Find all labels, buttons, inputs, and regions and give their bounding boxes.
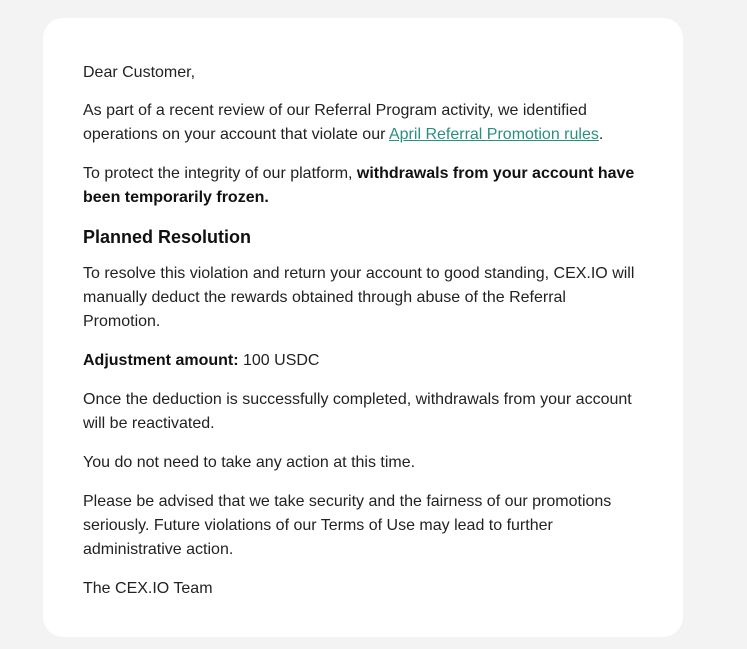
review-period: . [598, 126, 604, 143]
no-action-paragraph: You do not need to take any action at this time. [83, 454, 416, 471]
review-text: As part of a recent review of our Referral Program activity, we identified operations on your account that violate our [83, 102, 587, 143]
adjustment-paragraph [83, 349, 643, 373]
freeze-text: To protect the integrity of our platform, [83, 165, 357, 182]
adjustment-label: Adjustment amount: [83, 352, 239, 369]
reactivation-paragraph: Once the deduction is successfully completed, withdrawals from your account will be reactivated. [83, 391, 632, 432]
resolution-heading: Planned Resolution [83, 227, 252, 247]
adjustment-value: 100 USDC [238, 352, 320, 369]
greeting: Dear Customer, [83, 64, 196, 81]
security-paragraph: Please be advised that we take security and the fairness of our promotions seriously. Future violations of our Terms of Use may lead to further administrative action. [83, 493, 612, 558]
freeze-notice: withdrawals from your account have been temporarily frozen. [83, 165, 635, 206]
referral-rules-link[interactable]: April Referral Promotion rules [388, 126, 599, 143]
review-paragraph [83, 99, 643, 147]
signature: The CEX.IO Team [83, 580, 213, 597]
freeze-paragraph [83, 162, 643, 210]
resolution-paragraph: To resolve this violation and return your account to good standing, CEX.IO will manually deduct the rewards obtained through abuse of the Referral Promotion. [83, 265, 635, 330]
email-card [43, 18, 683, 637]
